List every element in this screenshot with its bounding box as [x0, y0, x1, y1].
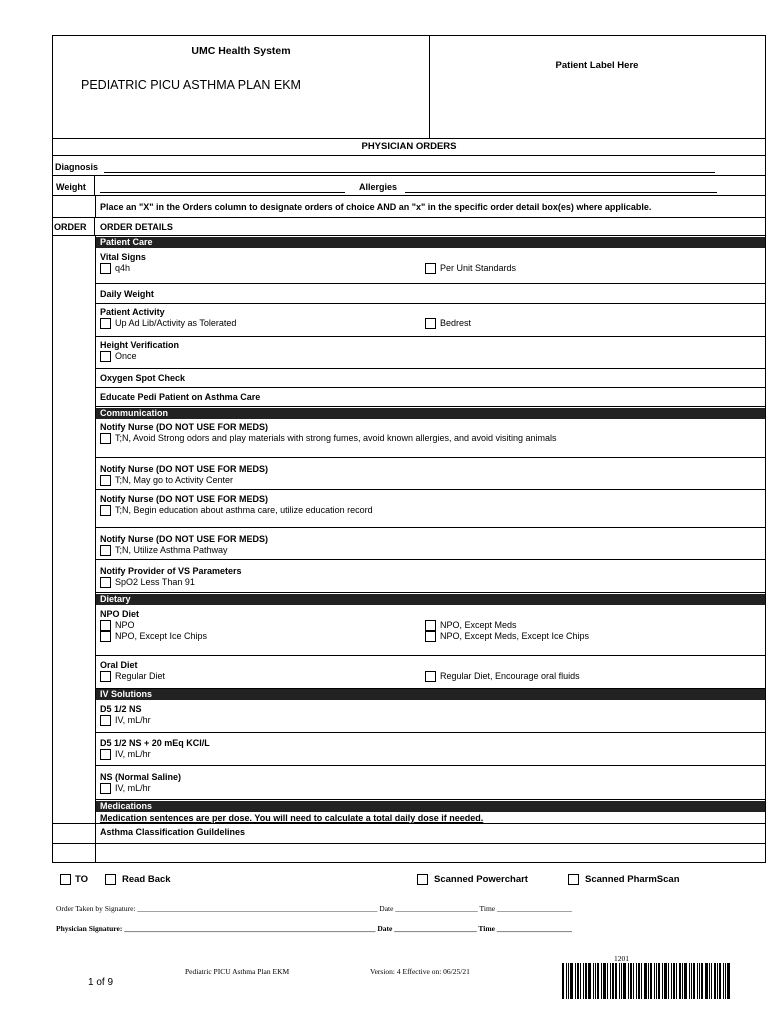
barcode-stripe [705, 963, 708, 999]
oral-diet-title: Oral Diet [100, 660, 138, 670]
barcode-stripe [577, 963, 579, 999]
plan-title: PEDIATRIC PICU ASTHMA PLAN EKM [81, 78, 301, 92]
iv-rate-option[interactable]: IV, mL/hr [100, 715, 765, 726]
notify-nurse-odors-order [96, 420, 765, 458]
order-form [52, 35, 766, 863]
barcode-stripe [575, 963, 576, 999]
section-patient-care: Patient Care [96, 237, 765, 248]
vital-signs-title: Vital Signs [100, 252, 146, 262]
checkbox[interactable] [100, 577, 111, 588]
educate-order [96, 388, 765, 407]
checkbox[interactable] [425, 631, 436, 642]
barcode-stripe [709, 963, 710, 999]
physician-orders-title: PHYSICIAN ORDERS [53, 138, 765, 156]
scanned-powerchart-option[interactable]: Scanned Powerchart [417, 874, 528, 885]
barcode-stripe [682, 963, 683, 999]
barcode-stripe [615, 963, 617, 999]
patient-activity-order [96, 304, 765, 337]
notify-provider-title: Notify Provider of VS Parameters [100, 566, 242, 576]
form-header [53, 36, 765, 139]
barcode-stripe [711, 963, 712, 999]
diagnosis-row[interactable] [53, 156, 765, 176]
header-title-block [53, 36, 430, 138]
iv-rate-option[interactable]: IV, mL/hr [100, 783, 765, 794]
barcode-stripe [570, 963, 573, 999]
weight-field[interactable] [100, 192, 345, 193]
checkbox[interactable] [100, 545, 111, 556]
barcode-stripe [588, 963, 591, 999]
barcode-stripe [566, 963, 567, 999]
document-name: Pediatric PICU Asthma Plan EKM [185, 967, 290, 976]
to-option[interactable]: TO [60, 874, 88, 885]
barcode-stripe [580, 963, 581, 999]
oxygen-spot-check-title: Oxygen Spot Check [100, 373, 186, 383]
normal-saline-title: NS (Normal Saline) [100, 772, 182, 782]
notify-nurse-title: Notify Nurse (DO NOT USE FOR MEDS) [100, 464, 269, 474]
scanned-pharmscan-option[interactable]: Scanned PharmScan [568, 874, 680, 885]
barcode-stripe [693, 963, 695, 999]
barcode-stripe [697, 963, 698, 999]
barcode-stripe [597, 963, 599, 999]
checkbox[interactable] [100, 505, 111, 516]
health-system-name: UMC Health System [191, 45, 291, 57]
checkbox[interactable] [425, 620, 436, 631]
bedrest-option[interactable]: Bedrest [425, 318, 471, 329]
barcode-stripe [676, 963, 677, 999]
section-iv-solutions: IV Solutions [96, 689, 765, 700]
normal-saline-order [96, 766, 765, 800]
barcode-stripe [601, 963, 602, 999]
barcode-stripe [650, 963, 652, 999]
checkbox[interactable] [100, 783, 111, 794]
daily-weight-title: Daily Weight [100, 289, 154, 299]
weight-label: Weight [53, 176, 95, 195]
medication-note-row [96, 813, 765, 824]
barcode-stripe [633, 963, 634, 999]
section-dietary: Dietary [96, 594, 765, 605]
checkbox[interactable] [417, 874, 428, 885]
checkbox[interactable] [568, 874, 579, 885]
npo-except-meds-ice-option[interactable]: NPO, Except Meds, Except Ice Chips [425, 631, 589, 642]
barcode-stripe [671, 963, 672, 999]
order-taken-signature-line[interactable]: Order Taken by Signature: ________________________________________________________________ Date ______________________ Time ____________________ [56, 904, 572, 913]
notify-provider-order [96, 560, 765, 593]
barcode-stripe [673, 963, 675, 999]
barcode-stripe [595, 963, 596, 999]
daily-weight-order [96, 284, 765, 304]
page-number: 1 of 9 [88, 977, 114, 988]
barcode-stripe [585, 963, 587, 999]
weight-allergies-row [53, 176, 765, 196]
barcode-stripe [691, 963, 692, 999]
column-header-row [53, 218, 765, 236]
patient-label-area: Patient Label Here [555, 60, 639, 71]
order-cell[interactable] [53, 824, 95, 844]
barcode-stripe [603, 963, 606, 999]
physician-signature-line[interactable]: Physician Signature: ___________________________________________________________________ Date ______________________ Time ____________________ [56, 924, 572, 933]
checkbox[interactable] [100, 263, 111, 274]
version-info: Version: 4 Effective on: 06/25/21 [370, 967, 470, 976]
instructions-text: Place an "X" in the Orders column to designate orders of choice AND an "x" in the specific order detail box(es) where applicable. [100, 202, 652, 212]
npo-except-ice-option[interactable]: NPO, Except Ice Chips [100, 631, 765, 642]
spo2-option[interactable]: SpO2 Less Than 91 [100, 577, 765, 588]
checkbox[interactable] [425, 318, 436, 329]
oral-diet-order [96, 656, 765, 689]
order-cell[interactable] [53, 813, 95, 824]
d5-kcl-title: D5 1/2 NS + 20 mEq KCl/L [100, 738, 210, 748]
npo-diet-title: NPO Diet [100, 609, 140, 619]
barcode-stripe [727, 963, 730, 999]
avoid-odors-option[interactable]: T;N, Avoid Strong odors and play materials with strong fumes, avoid known allergies, and avoid visiting animals [100, 433, 765, 444]
section-communication: Communication [96, 408, 765, 419]
vital-q4h-option[interactable]: q4h [100, 263, 765, 274]
order-details-header: ORDER DETAILS [100, 222, 173, 232]
allergies-field[interactable] [405, 192, 717, 193]
barcode-stripe [662, 963, 663, 999]
d5-half-ns-title: D5 1/2 NS [100, 704, 142, 714]
barcode-number: 1201 [614, 954, 629, 963]
checkbox[interactable] [100, 631, 111, 642]
barcode-stripe [701, 963, 703, 999]
npo-except-meds-option[interactable]: NPO, Except Meds [425, 620, 517, 631]
checkbox[interactable] [100, 671, 111, 682]
barcode-stripe [699, 963, 700, 999]
checkbox[interactable] [425, 263, 436, 274]
barcode-stripe [610, 963, 611, 999]
educate-title: Educate Pedi Patient on Asthma Care [100, 392, 261, 402]
barcode-stripe [664, 963, 667, 999]
vital-signs-order [96, 249, 765, 284]
barcode-stripe [636, 963, 637, 999]
medication-note: Medication sentences are per dose. You will need to calculate a total daily dose if needed. [100, 813, 484, 823]
notify-nurse-education-order [96, 490, 765, 528]
activity-center-option[interactable]: T;N, May go to Activity Center [100, 475, 765, 486]
barcode-stripe [714, 963, 716, 999]
read-back-option[interactable]: Read Back [105, 874, 171, 885]
allergies-label: Allergies [359, 182, 398, 192]
barcode-stripe [648, 963, 649, 999]
notify-nurse-pathway-order [96, 528, 765, 560]
checkbox[interactable] [100, 475, 111, 486]
barcode-stripe [689, 963, 690, 999]
barcode-stripe [668, 963, 669, 999]
once-option[interactable]: Once [100, 351, 765, 362]
barcode-stripe [641, 963, 642, 999]
barcode-stripe [656, 963, 657, 999]
d5-half-ns-order [96, 701, 765, 733]
checkbox[interactable] [100, 318, 111, 329]
barcode-stripe [619, 963, 620, 999]
asthma-classification-order [96, 824, 765, 844]
barcode-stripe [621, 963, 622, 999]
checkbox[interactable] [100, 433, 111, 444]
patient-activity-title: Patient Activity [100, 307, 165, 317]
begin-education-option[interactable]: T;N, Begin education about asthma care, utilize education record [100, 505, 765, 516]
checkbox[interactable] [100, 620, 111, 631]
checkbox[interactable] [100, 351, 111, 362]
notify-nurse-title: Notify Nurse (DO NOT USE FOR MEDS) [100, 534, 269, 544]
checkbox[interactable] [425, 671, 436, 682]
npo-diet-order [96, 606, 765, 656]
barcode-stripe [658, 963, 660, 999]
checkbox[interactable] [105, 874, 116, 885]
vital-per-unit-option[interactable]: Per Unit Standards [425, 263, 516, 274]
barcode-stripe [654, 963, 655, 999]
barcode-stripe [628, 963, 629, 999]
barcode-stripe [583, 963, 584, 999]
height-verification-title: Height Verification [100, 340, 180, 350]
checkbox[interactable] [100, 749, 111, 760]
iv-rate-option[interactable]: IV, mL/hr [100, 749, 765, 760]
barcode-stripe [612, 963, 614, 999]
barcode-stripe [638, 963, 640, 999]
asthma-classification-title: Asthma Classification Guildelines [100, 827, 246, 837]
oxygen-spot-check-order [96, 369, 765, 388]
up-ad-lib-option[interactable]: Up Ad Lib/Activity as Tolerated [100, 318, 765, 329]
barcode-stripe [644, 963, 647, 999]
regular-diet-option[interactable]: Regular Diet [100, 671, 765, 682]
barcode-stripe [593, 963, 594, 999]
regular-encourage-option[interactable]: Regular Diet, Encourage oral fluids [425, 671, 580, 682]
barcode-stripe [568, 963, 569, 999]
barcode-stripe [684, 963, 687, 999]
barcode-stripe [725, 963, 726, 999]
d5-kcl-order [96, 733, 765, 766]
barcode-stripe [630, 963, 632, 999]
barcode-stripe [623, 963, 626, 999]
section-medications: Medications [96, 801, 765, 812]
diagnosis-label: Diagnosis [55, 162, 99, 172]
notify-nurse-title: Notify Nurse (DO NOT USE FOR MEDS) [100, 494, 269, 504]
height-verification-order [96, 337, 765, 369]
npo-option[interactable]: NPO [100, 620, 765, 631]
diagnosis-field[interactable] [104, 172, 715, 173]
checkbox[interactable] [100, 715, 111, 726]
barcode [562, 963, 738, 999]
order-column-header: ORDER [53, 218, 95, 235]
barcode-stripe [719, 963, 721, 999]
barcode-stripe [717, 963, 718, 999]
barcode-stripe [679, 963, 681, 999]
notify-nurse-activity-order [96, 458, 765, 490]
instructions-row [53, 196, 765, 218]
barcode-stripe [723, 963, 724, 999]
checkbox[interactable] [60, 874, 71, 885]
notify-nurse-title: Notify Nurse (DO NOT USE FOR MEDS) [100, 422, 269, 432]
asthma-pathway-option[interactable]: T;N, Utilize Asthma Pathway [100, 545, 765, 556]
barcode-stripe [607, 963, 608, 999]
barcode-stripe [562, 963, 564, 999]
